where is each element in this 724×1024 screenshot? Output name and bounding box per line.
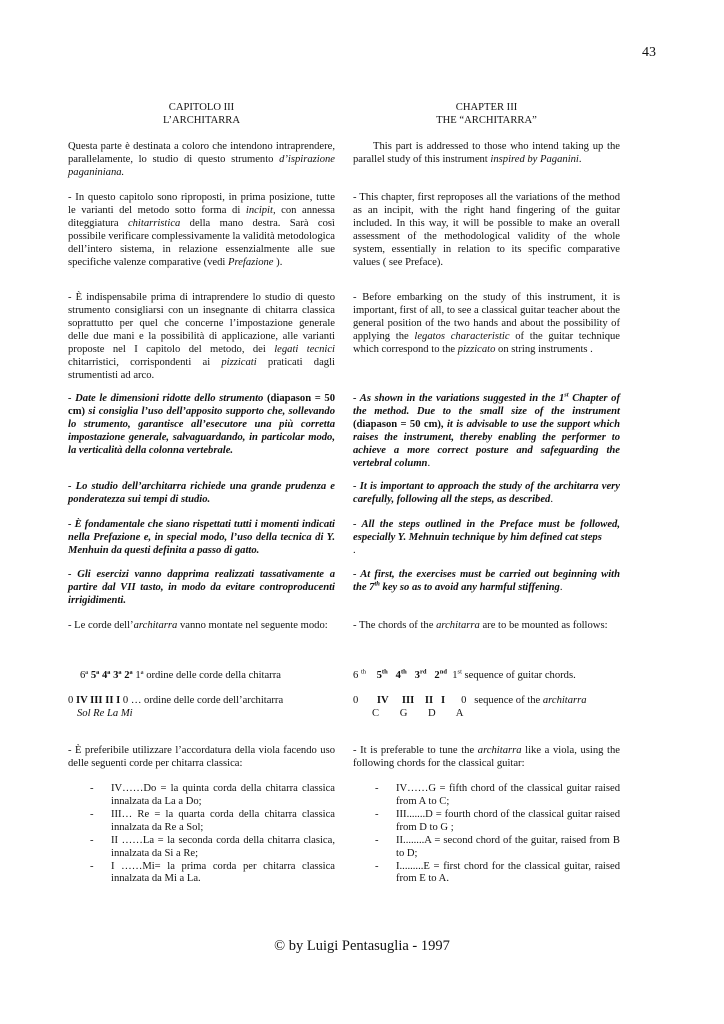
list-item bbox=[353, 835, 620, 861]
text: architarra bbox=[542, 695, 587, 706]
text: pizzicati bbox=[221, 356, 257, 368]
dash-bullet: - bbox=[375, 860, 379, 872]
text: This part is addressed to those who intend taking up the parallel study of this instrument bbox=[353, 141, 620, 165]
superscript: th bbox=[360, 668, 367, 676]
text: 0 bbox=[353, 695, 359, 706]
text: like a viola, using the following chords for the classical guitar: bbox=[353, 745, 620, 769]
text: - The chords of the bbox=[353, 620, 437, 631]
right-chapter-title: CHAPTER III bbox=[455, 102, 518, 113]
text: 0 bbox=[461, 695, 467, 706]
text: - At first, the exercises must be carried out beginning with the 7 bbox=[353, 569, 620, 593]
text: (diapason = 50 cm), bbox=[353, 418, 444, 430]
left-paragraph-5: - Lo studio dell’architarra richiede una grande prudenza e ponderatezza sui tempi di studio. bbox=[68, 481, 335, 505]
text: d’ispirazione paganiniana. bbox=[68, 153, 335, 178]
right-paragraph-5 bbox=[353, 481, 620, 507]
text: 6 bbox=[353, 670, 361, 681]
right-paragraph-8 bbox=[353, 620, 620, 633]
superscript: th bbox=[400, 668, 407, 676]
superscript: nd bbox=[439, 668, 447, 676]
text: key so as to avoid any harmful stiffening bbox=[379, 581, 560, 593]
left-paragraph-6: - È fondamentale che siano rispettati tutti i momenti indicati nella Prefazione e, in special modo, l’uso della tecnica di Y. Menhuin da questi definita a passo di gatto. bbox=[68, 519, 335, 556]
left-guitar-order-row bbox=[80, 670, 347, 683]
superscript: th bbox=[381, 668, 388, 676]
text: III.......D = fourth chord of the classical guitar raised from D to G ; bbox=[396, 808, 620, 833]
right-paragraph-7 bbox=[353, 569, 620, 595]
text: praticati dagli strumentisti ad arco. bbox=[68, 356, 335, 381]
superscript: th bbox=[374, 580, 380, 588]
text: IV……Do = la quinta corda della chitarra classica innalzata da La a Do; bbox=[111, 783, 335, 807]
right-paragraph-2: - This chapter, first reproposes all the variations of the method as an incipit, with the right hand fingering of the guitar included. In this way, it will be possible to make an overall assessment of the methodological validity of the whole system, essentially in relation to its specific comparative values ( see Preface). bbox=[353, 192, 620, 268]
text: 1ª ordine delle corde della chitarra bbox=[132, 670, 281, 681]
text: (diapason = 50 cm) bbox=[68, 393, 335, 417]
right-paragraph-3 bbox=[353, 292, 620, 357]
text: 3 bbox=[414, 670, 420, 681]
list-item bbox=[68, 809, 335, 835]
text: 5 bbox=[376, 670, 382, 681]
text: 2 bbox=[434, 670, 440, 681]
list-item bbox=[353, 861, 620, 887]
text: inspired by Paganini bbox=[490, 153, 579, 165]
text: of the guitar technique which correspond to the bbox=[353, 330, 620, 355]
text: II bbox=[424, 695, 434, 706]
left-architarra-order-row bbox=[68, 695, 335, 708]
left-tuning-list bbox=[68, 783, 335, 886]
list-item bbox=[68, 783, 335, 809]
right-paragraph-6 bbox=[353, 519, 620, 558]
text: - It is preferable to tune the bbox=[353, 745, 478, 756]
dash-bullet: - bbox=[90, 783, 94, 794]
left-chapter-title: CAPITOLO III bbox=[168, 102, 235, 113]
left-note-names: Sol Re La Mi bbox=[77, 708, 133, 719]
text: IV……G = fifth chord of the classical guitar raised from A to C; bbox=[396, 783, 620, 807]
page-number: 43 bbox=[642, 45, 656, 60]
superscript: rd bbox=[419, 668, 427, 676]
left-paragraph-4 bbox=[68, 393, 335, 458]
text: architarra bbox=[477, 745, 522, 756]
right-chapter-subtitle: THE “ARCHITARRA” bbox=[436, 114, 537, 126]
right-tuning-list bbox=[353, 783, 620, 886]
text: II ……La = la seconda corda della chitarra clasica, innalzata da Si a Re; bbox=[111, 834, 335, 859]
text: Questa parte è destinata a coloro che intendono intraprendere, parallelamente, lo studio di questo strumento bbox=[68, 141, 335, 165]
text: III… Re = la quarta corda della chitarra classica innalzata da Re a Sol; bbox=[111, 808, 335, 833]
text: 1 bbox=[452, 670, 458, 681]
text: 0 bbox=[68, 695, 76, 706]
text: - As shown in the variations suggested in the 1 bbox=[353, 393, 565, 404]
left-paragraph-3 bbox=[68, 292, 335, 382]
left-chapter-subtitle: L’ARCHITARRA bbox=[162, 114, 241, 126]
text: Chapter of the method. Due to the small size of the instrument bbox=[353, 393, 620, 417]
text: - In questo capitolo sono riproposti, in prima posizione, tutte le varianti del metodo sotto forma di bbox=[68, 192, 335, 216]
text: sequence of the bbox=[471, 695, 543, 706]
text: - Before embarking on the study of this instrument, it is important, first of all, to see a classical guitar teacher about the general position of the two hands and about the possibility of applying the bbox=[353, 292, 620, 342]
text: . bbox=[559, 581, 563, 593]
left-paragraph-7: - Gli esercizi vanno dapprima realizzati tassativamente a partire dal VII tasto, in modo da evitare controproducenti irrigidimenti. bbox=[68, 569, 335, 606]
list-item bbox=[353, 809, 620, 835]
text: della mano destra. Sarà così possibile verificare complessivamente la validità metodologica dell’intero sistema, in relazione essenzialmente alle sue specifiche valenze comparative (vedi bbox=[68, 217, 335, 268]
text: chitarristici, corrispondenti ai bbox=[68, 356, 222, 368]
text: 6ª bbox=[80, 670, 91, 681]
copyright-footer: © by Luigi Pentasuglia - 1997 bbox=[274, 938, 450, 954]
dash-bullet: - bbox=[375, 808, 379, 820]
text: si consiglia l’uso dell’apposito supporto che, sollevando lo strumento, garantisce all’esecutore una più corretta impostazione generale, salvaguardando, in particolar modo, la verticalità della colonna vertebrale. bbox=[68, 405, 336, 456]
left-paragraph-9: - È preferibile utilizzare l’accordatura della viola facendo uso delle seguenti corde per chitarra classica: bbox=[68, 745, 335, 769]
superscript: st bbox=[457, 668, 462, 676]
text: 4 bbox=[395, 670, 401, 681]
text: - È indispensabile prima di intraprendere lo studio di questo strumento consigliarsi con un insegnante di chitarra classica soprattutto per quel che concerne l’impostazione generale delle due mani e la possibilità di applicazione, alle varianti proposte nel I capitolo del metodo, dei bbox=[68, 292, 335, 355]
text: - All the steps outlined in the Preface must be followed, especially Y. Mehnuin technique by him defined cat steps bbox=[353, 519, 620, 543]
list-item bbox=[68, 835, 335, 861]
text: incipit, bbox=[245, 204, 276, 216]
dash-bullet: - bbox=[90, 808, 94, 820]
text: con annessa diteggiatura bbox=[68, 204, 335, 229]
dash-bullet: - bbox=[375, 834, 379, 846]
left-paragraph-2 bbox=[68, 192, 335, 270]
text: are to be mounted as follows: bbox=[479, 620, 608, 631]
dash-bullet: - bbox=[90, 834, 94, 846]
text: I bbox=[441, 695, 446, 706]
text: I ……Mi= la prima corda per chitarra classica innalzata da Mi a La. bbox=[111, 860, 335, 885]
text: IV bbox=[376, 695, 389, 706]
text: . bbox=[578, 153, 582, 165]
text: it is advisable to use the support which raises the instrument, thereby enabling the performer to achieve a more correct posture and safeguarding the vertebral column bbox=[353, 418, 620, 469]
text: I.........E = first chord for the classical guitar, raised from E to A. bbox=[396, 860, 620, 885]
text: architarra bbox=[436, 620, 480, 631]
right-guitar-order-row bbox=[353, 670, 620, 683]
text: III bbox=[401, 695, 415, 706]
text: IV III II I bbox=[75, 695, 121, 706]
text: legati tecnici bbox=[274, 343, 335, 355]
text: - Date le dimensioni ridotte dello strumento bbox=[68, 393, 264, 404]
text: pizzicato bbox=[457, 343, 496, 355]
right-chapter-heading bbox=[353, 102, 620, 127]
text: - It is important to approach the study of the architarra very carefully, following all the steps, as described bbox=[353, 481, 620, 505]
left-chapter-heading bbox=[68, 102, 335, 127]
text: Prefazione bbox=[228, 256, 274, 268]
right-note-names: C G D A bbox=[372, 708, 464, 719]
right-paragraph-9 bbox=[353, 745, 620, 771]
dash-bullet: - bbox=[375, 783, 379, 794]
right-architarra-order-row bbox=[353, 695, 620, 708]
text: on string instruments . bbox=[495, 343, 593, 355]
text: 5ª 4ª 3ª 2ª bbox=[90, 670, 133, 681]
text: chitarristica bbox=[127, 217, 181, 229]
text: - Le corde dell’ bbox=[68, 620, 134, 631]
right-paragraph-1 bbox=[353, 141, 620, 167]
left-paragraph-1 bbox=[68, 141, 335, 180]
right-paragraph-4 bbox=[353, 393, 620, 471]
text: . bbox=[427, 457, 431, 469]
list-item bbox=[68, 861, 335, 887]
text: vanno montate nel seguente modo: bbox=[177, 620, 328, 631]
left-paragraph-8 bbox=[68, 620, 335, 633]
text: sequence of guitar chords. bbox=[461, 670, 576, 681]
text: architarra bbox=[133, 620, 178, 631]
dash-bullet: - bbox=[90, 860, 94, 872]
text: II........A = second chord of the guitar, raised from B to D; bbox=[396, 834, 620, 859]
text: . bbox=[550, 493, 554, 505]
text: 0 … ordine delle corde dell’architarra bbox=[120, 695, 284, 706]
superscript: st bbox=[564, 391, 569, 399]
text: legatos characteristic bbox=[414, 330, 510, 342]
text: . bbox=[353, 544, 356, 556]
text: ). bbox=[273, 256, 283, 268]
list-item bbox=[353, 783, 620, 809]
